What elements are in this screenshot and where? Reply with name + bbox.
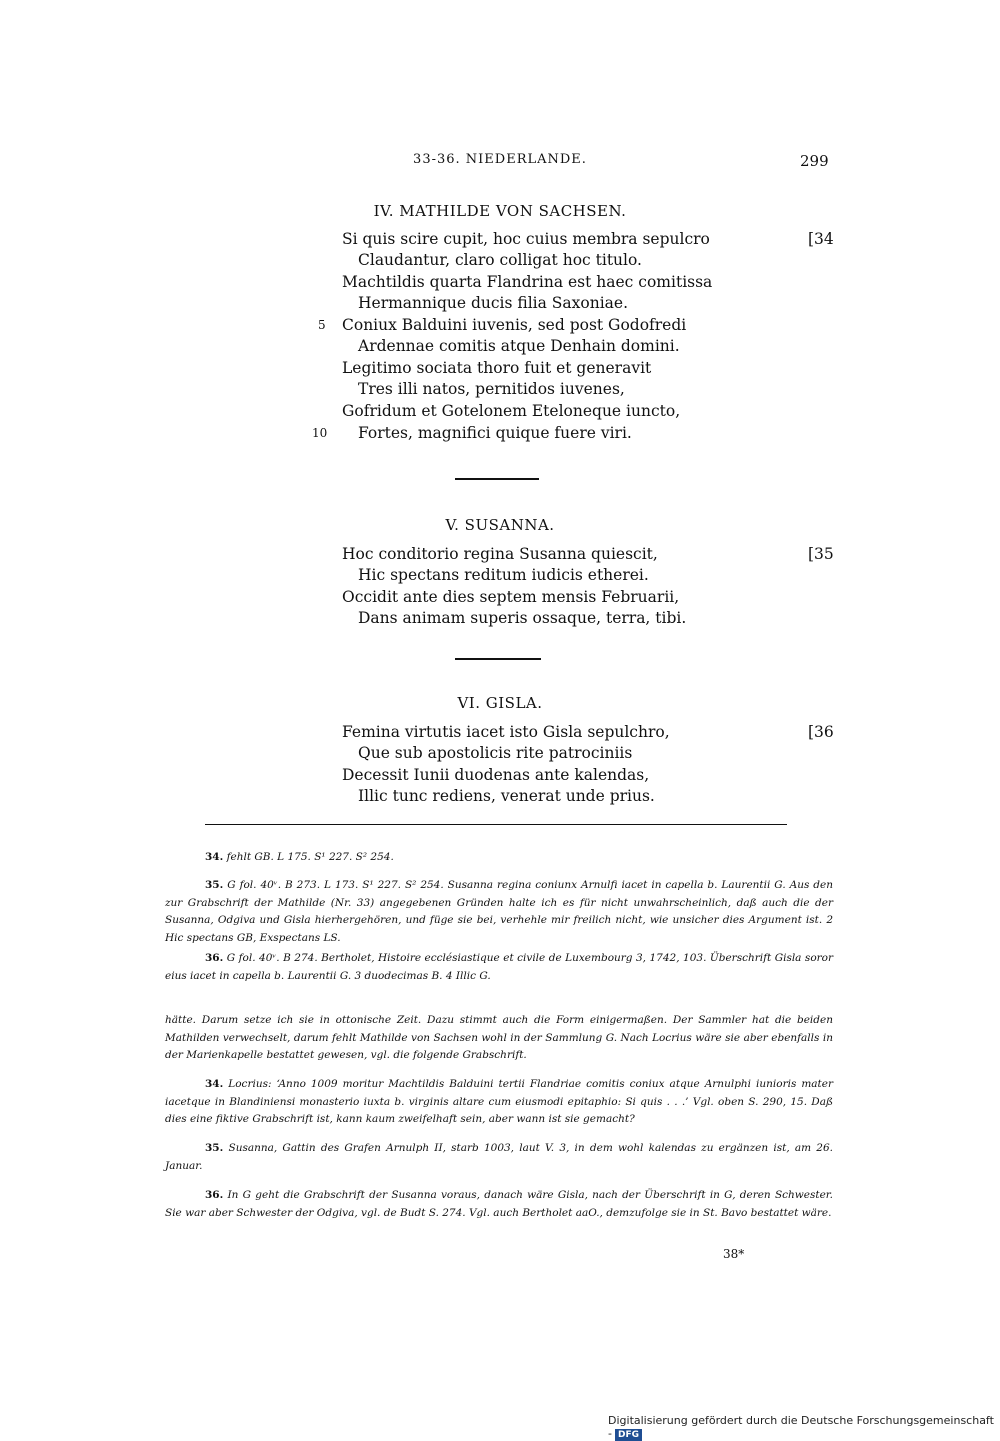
- section-title-vi: VI. GISLA.: [457, 694, 543, 712]
- commentary-35: [165, 1140, 833, 1175]
- commentary-text: Susanna, Gattin des Grafen Arnulph II, starb 1003, laut V. 3, in dem wohl kalendas zu ergänzen ist, am 26. Januar.: [165, 1142, 833, 1172]
- ref-36: [36: [808, 723, 834, 741]
- ref-35: [35: [808, 545, 834, 563]
- footnote-text: G fol. 40ᵛ. B 273. L 173. S¹ 227. S² 254. Susanna regina coniunx Arnulfi iacet in capella b. Laurentii G. Aus den zur Grabschrift der Mathilde (Nr. 33) angegebenen Gründen halte ich es für nicht unwahrscheinlich, daß auch die der Susanna, Odgiva und Gisla hierhergehören, und füge sie bei, verhehle mir freilich nicht, wie unsicher dies Argument ist. 2 Hic spectans GB, Exspectans LS.: [165, 879, 833, 944]
- commentary-number: 36.: [205, 1189, 224, 1201]
- commentary-continuation: hätte. Darum setze ich sie in ottonische Zeit. Dazu stimmt auch die Form einigermaßen. Der Sammler hat die beiden Mathilden verwechselt, darum fehlt Mathilde von Sachsen wohl in der Sammlung G. Nach Locrius wäre sie aber ebenfalls in der Marienkapelle bestattet gewesen, vgl. die folgende Grabschrift.: [165, 1014, 833, 1061]
- line-number: 5: [318, 318, 326, 332]
- footnote-text: fehlt GB. L 175. S¹ 227. S² 254.: [226, 851, 394, 863]
- verse-line: Ardennae comitis atque Denhain domini.: [358, 337, 680, 355]
- verse-line: Illic tunc rediens, venerat unde prius.: [358, 787, 655, 805]
- running-header: 33-36. NIEDERLANDE.: [413, 152, 587, 167]
- footnote-number: 36.: [205, 952, 224, 964]
- footnote-text: G fol. 40ᵛ. B 274. Bertholet, Histoire ecclésiastique et civile de Luxembourg 3, 1742, 103. Überschrift Gisla soror eius iacet in capella b. Laurentii G. 3 duodecimas B. 4 Illic G.: [165, 952, 833, 982]
- verse-line: Decessit Iunii duodenas ante kalendas,: [342, 766, 650, 784]
- ref-34: [34: [808, 230, 834, 248]
- section-title-v: V. SUSANNA.: [445, 516, 555, 534]
- dfg-logo: DFG: [615, 1429, 642, 1441]
- verse-line: Hermannique ducis filia Saxoniae.: [358, 294, 629, 312]
- funding-banner: [608, 1414, 1000, 1441]
- footnote-34: [205, 849, 833, 867]
- verse-line: Hic spectans reditum iudicis etherei.: [358, 566, 649, 584]
- section-divider: [455, 478, 539, 480]
- verse-line: Dans animam superis ossaque, terra, tibi.: [358, 609, 687, 627]
- commentary-number: 34.: [205, 1078, 224, 1090]
- footnote-35: [165, 877, 833, 947]
- page-number: 299: [800, 152, 829, 170]
- commentary-34: [165, 1076, 833, 1129]
- verse-line: Femina virtutis iacet isto Gisla sepulchro,: [342, 723, 670, 741]
- line-number: 10: [312, 426, 328, 440]
- footnote-rule: [205, 824, 787, 825]
- signature-mark: 38*: [723, 1247, 745, 1261]
- verse-line: Legitimo sociata thoro fuit et generavit: [342, 359, 652, 377]
- commentary-number: 35.: [205, 1142, 224, 1154]
- verse-line: Gofridum et Gotelonem Eteloneque iuncto,: [342, 402, 681, 420]
- verse-line: Si quis scire cupit, hoc cuius membra sepulcro: [342, 230, 710, 248]
- footnote-36: [165, 950, 833, 985]
- verse-line: Tres illi natos, pernitidos iuvenes,: [358, 380, 625, 398]
- verse-line: Fortes, magnifici quique fuere viri.: [358, 424, 632, 442]
- verse-line: Que sub apostolicis rite patrociniis: [358, 744, 633, 762]
- verse-line: Machtildis quarta Flandrina est haec comitissa: [342, 273, 713, 291]
- verse-line: Coniux Balduini iuvenis, sed post Godofredi: [342, 316, 687, 334]
- verse-line: Occidit ante dies septem mensis Februarii,: [342, 588, 680, 606]
- banner-text: Digitalisierung gefördert durch die Deutsche Forschungsgemeinschaft -: [608, 1414, 994, 1440]
- verse-line: Claudantur, claro colligat hoc titulo.: [358, 251, 642, 269]
- verse-line: Hoc conditorio regina Susanna quiescit,: [342, 545, 658, 563]
- footnote-number: 34.: [205, 851, 224, 863]
- commentary-text: In G geht die Grabschrift der Susanna voraus, danach wäre Gisla, nach der Überschrift in G, deren Schwester. Sie war aber Schwester der Odgiva, vgl. de Budt S. 274. Vgl. auch Bertholet aaO., demzufolge sie in St. Bavo bestattet wäre.: [165, 1189, 834, 1219]
- section-divider: [455, 658, 541, 660]
- footnote-number: 35.: [205, 879, 224, 891]
- section-title-iv: IV. MATHILDE VON SACHSEN.: [373, 202, 627, 220]
- commentary-36: [165, 1187, 833, 1222]
- commentary-text: Locrius: ‘Anno 1009 moritur Machtildis Balduini tertii Flandriae comitis coniux atque Arnulphi iunioris mater iacetque in Blandiniensi monasterio iuxta b. virginis altare cum eiusmodi epitaphio: Si quis . . .’ Vgl. oben S. 290, 15. Daß dies eine fiktive Grabschrift ist, kann kaum zweifelhaft sein, aber wann ist sie gemacht?: [165, 1078, 833, 1125]
